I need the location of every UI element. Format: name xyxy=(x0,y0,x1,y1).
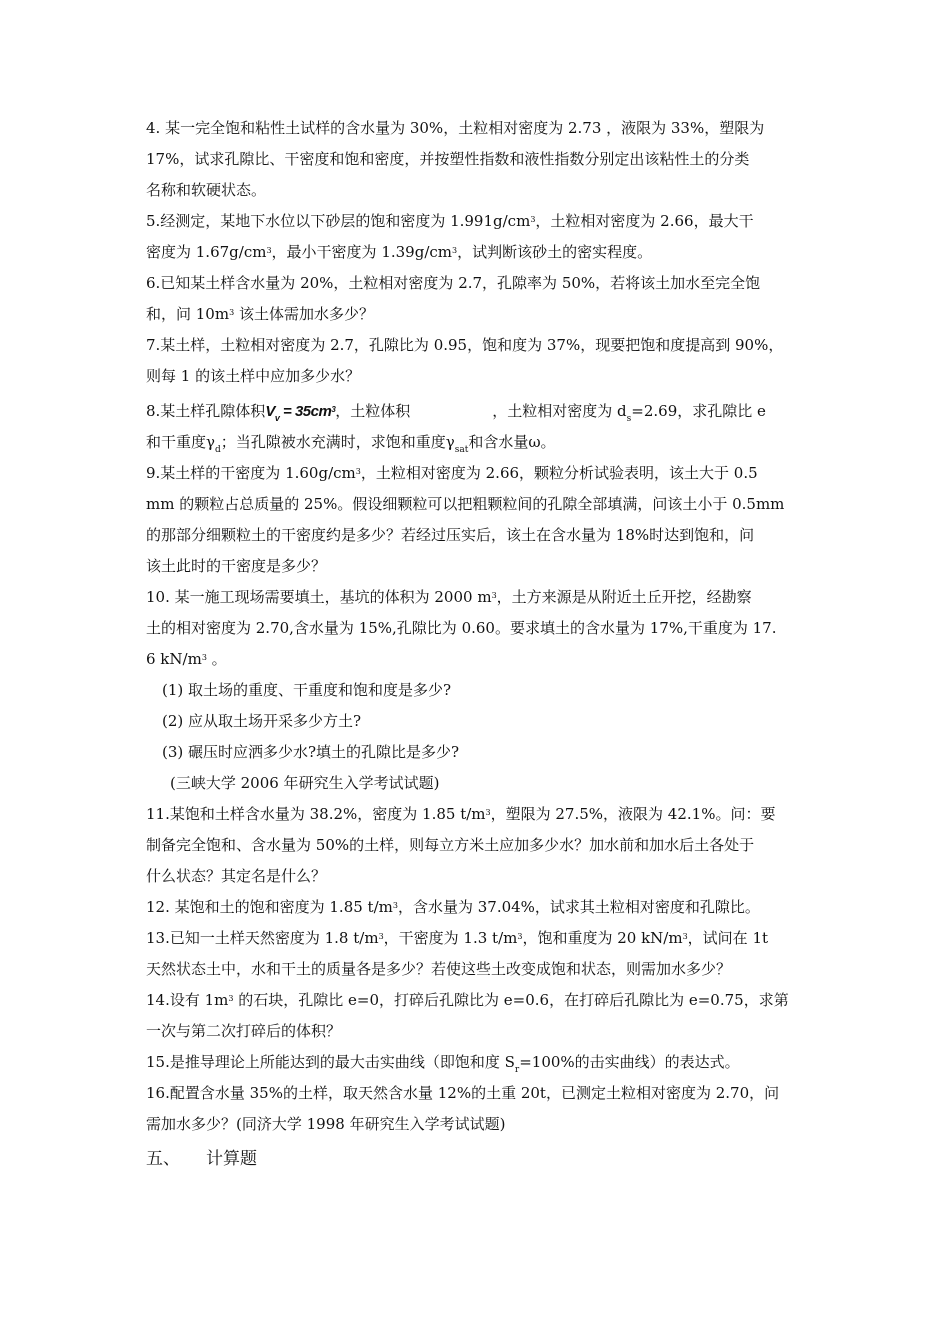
void-volume-formula: $V_v = 35cm^3$ xyxy=(265,403,336,423)
question-14-line: 14.设有 $1m^3$ 的石块，孔隙比 e=0，打碎后孔隙比为 e=0.6，在打碎后孔隙比为 e=0.75，求第 xyxy=(146,991,789,1009)
question-11-line: 11.某饱和土样含水量为 38.2%，密度为 1.85 $t/m^3$，塑限为 27.5%，液限为 42.1%。问：要 xyxy=(146,805,776,823)
question-10-source: (三峡大学 2006 年研究生入学考试试题) xyxy=(170,774,440,792)
question-9-line: 9.某土样的干密度为 $1.60g/cm^3$，土粒相对密度为 2.66，颗粒分析试验表明，该土大于 0.5 xyxy=(146,464,758,482)
superscript-3: 3 xyxy=(682,932,688,941)
superscript-3: 3 xyxy=(517,932,523,941)
superscript-3: 3 xyxy=(378,932,384,941)
question-10-line: 土的相对密度为 2.70,含水量为 15%,孔隙比为 0.60。要求填土的含水量为 17%,干重度为 17. xyxy=(146,619,777,637)
superscript-3: 3 xyxy=(229,308,235,317)
superscript-3: 3 xyxy=(266,246,272,255)
question-15-line: 15.是推导理论上所能达到的最大击实曲线（即饱和度 $S_r=100\%$的击实曲线）的表达式。 xyxy=(146,1053,740,1075)
question-7-line: 7.某土样，土粒相对密度为 2.7，孔隙比为 0.95，饱和度为 37%，现要把饱和度提高到 90%， xyxy=(146,336,784,354)
question-9-line: 的那部分细颗粒土的干密度约是多少？若经过压实后，该土在含水量为 18%时达到饱和，问 xyxy=(146,526,755,544)
superscript-3: 3 xyxy=(491,591,497,600)
question-8-line: 和干重度$\gamma_d$；当孔隙被水充满时，求饱和重度$\gamma_{sat}$和含水量ω。 xyxy=(146,433,556,455)
question-4-line: 17%，试求孔隙比、干密度和饱和密度，并按塑性指数和液性指数分别定出该粘性土的分类 xyxy=(146,150,750,168)
superscript-3: 3 xyxy=(485,808,491,817)
superscript-3: 3 xyxy=(530,215,536,224)
question-11-line: 什么状态？其定名是什么？ xyxy=(146,867,327,885)
question-13-line: 天然状态土中，水和干土的质量各是多少？若使这些土改变成饱和状态，则需加水多少？ xyxy=(146,960,732,978)
superscript-3: 3 xyxy=(201,653,207,662)
section-heading xyxy=(146,1144,810,1175)
question-10-subitem: (2) 应从取土场开采多少方土? xyxy=(162,712,362,730)
question-10-line: 10. 某一施工现场需要填土，基坑的体积为 2000 $m^3$，土方来源是从附近土丘开挖，经勘察 xyxy=(146,588,752,606)
question-16-line: 需加水多少？(同济大学 1998 年研究生入学考试试题) xyxy=(146,1115,506,1133)
question-14-line: 一次与第二次打碎后的体积？ xyxy=(146,1022,342,1040)
superscript-3: 3 xyxy=(355,467,361,476)
question-7-line: 则每 1 的该土样中应加多少水？ xyxy=(146,367,361,385)
question-6-line: 6.已知某土样含水量为 20%，土粒相对密度为 2.7，孔隙率为 50%，若将该土加水至完全饱 xyxy=(146,274,761,292)
question-11-line: 制备完全饱和、含水量为 50%的土样，则每立方米土应加多少水？加水前和加水后土各处于 xyxy=(146,836,755,854)
question-9-line: 该土此时的干密度是多少？ xyxy=(146,557,327,575)
question-4-line: 名称和软硬状态。 xyxy=(146,181,267,199)
question-13-line: 13.已知一土样天然密度为 1.8 $t/m^3$，干密度为 1.3 $t/m^3$，饱和重度为 20 $kN/m^3$，试问在 1t xyxy=(146,929,769,947)
question-5-line: 密度为 $1.67g/cm^3$，最小干密度为 $1.39g/cm^3$，试判断该砂土的密实程度。 xyxy=(146,243,653,261)
section-number: 五、 xyxy=(146,1149,180,1169)
question-5-line: 5.经测定，某地下水位以下砂层的饱和密度为 $1.991g/cm^3$，土粒相对密度为 2.66，最大干 xyxy=(146,212,754,230)
superscript-3: 3 xyxy=(228,994,234,1003)
question-16-line: 16.配置含水量 35%的土样，取天然含水量 12%的土重 20t，已测定土粒相对密度为 2.70，问 xyxy=(146,1084,780,1102)
question-10-subitem: (3) 碾压时应洒多少水?填土的孔隙比是多少? xyxy=(162,743,460,761)
question-12-line: 12. 某饱和土的饱和密度为 1.85 $t/m^3$，含水量为 37.04%，试求其土粒相对密度和孔隙比。 xyxy=(146,898,760,916)
superscript-3: 3 xyxy=(392,901,398,910)
question-10-line: 6 $kN/m^3$ 。 xyxy=(146,650,227,668)
subscript-r: r xyxy=(514,1065,520,1075)
question-6-line: 和，问 $10m^3$ 该土体需加水多少？ xyxy=(146,305,374,323)
superscript-3: 3 xyxy=(452,246,458,255)
question-8-line: 8.某土样孔隙体积$V_v = 35cm^3$，土粒体积 ，土粒相对密度为 $d_s=2.69$，求孔隙比 e xyxy=(146,402,766,424)
question-10-subitem: (1) 取土场的重度、干重度和饱和度是多少? xyxy=(162,681,452,699)
section-title: 计算题 xyxy=(206,1149,257,1169)
question-list xyxy=(146,113,810,1175)
question-4-line: 4. 某一完全饱和粘性土试样的含水量为 30%，土粒相对密度为 2.73 ，液限为 33%，塑限为 xyxy=(146,119,765,137)
question-9-line: mm 的颗粒占总质量的 25%。假设细颗粒可以把粗颗粒间的孔隙全部填满，问该土小于 0.5mm xyxy=(146,495,785,513)
